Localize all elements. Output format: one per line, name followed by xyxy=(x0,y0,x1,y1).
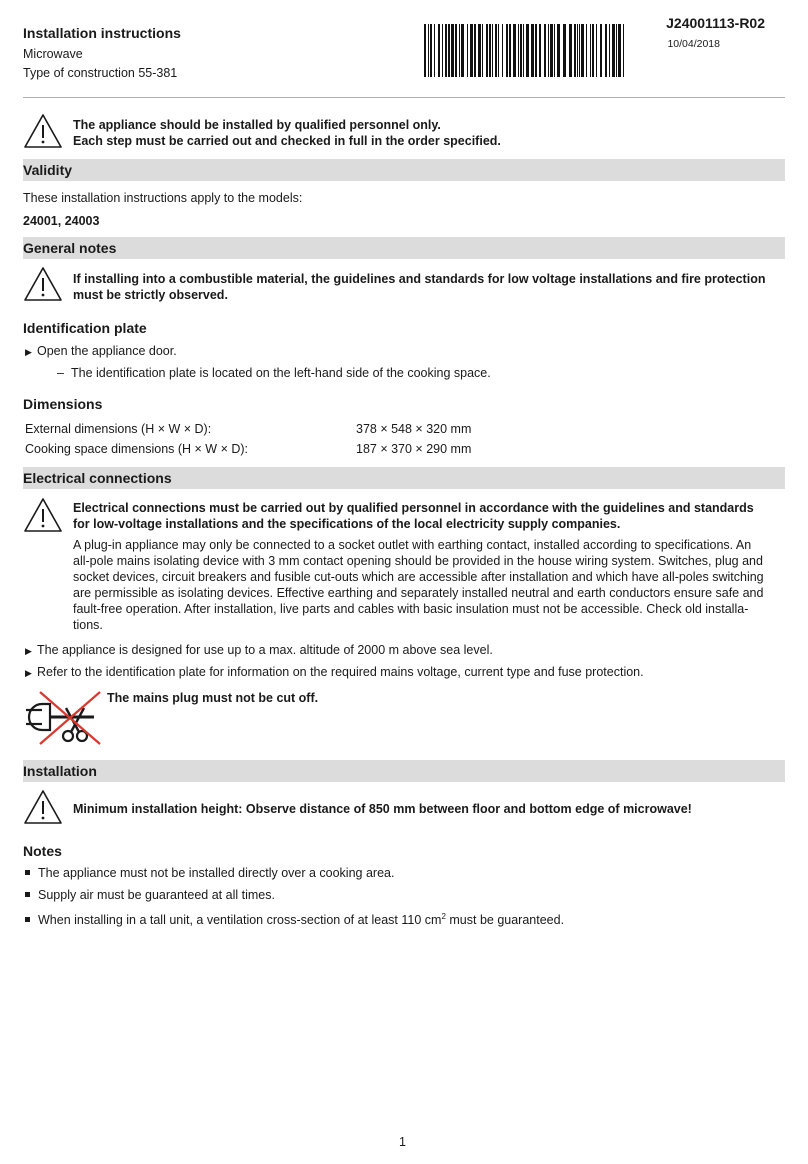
barcode xyxy=(424,24,626,77)
warning-text-line2: Each step must be carried out and checked in full in the order specified. xyxy=(73,134,501,148)
paragraph-line: A plug-in appliance may only be connected to a socket outlet with earthing contact, installed according to specifications. An xyxy=(73,538,752,552)
bullet-square-icon xyxy=(25,917,30,922)
barcode-bar xyxy=(502,24,503,77)
barcode-bar xyxy=(569,24,572,77)
barcode-bar xyxy=(581,24,584,77)
bullet-square-icon xyxy=(25,892,30,897)
step-open-door xyxy=(25,343,177,360)
bullet-square-icon xyxy=(25,870,30,875)
note-item xyxy=(25,865,394,881)
validity-text: These installation instructions apply to the models: xyxy=(23,191,303,205)
barcode-bar xyxy=(434,24,435,77)
document-date: 10/04/2018 xyxy=(667,38,720,50)
page-number: 1 xyxy=(399,1135,406,1149)
barcode-bar xyxy=(489,24,491,77)
barcode-bar xyxy=(523,24,524,77)
note-superscript: 2 xyxy=(441,912,446,921)
document-title: Installation instructions xyxy=(23,25,181,41)
step-arrow-icon: ▶ xyxy=(25,347,32,357)
barcode-bar xyxy=(430,24,432,77)
barcode-bar xyxy=(600,24,602,77)
product-name: Microwave xyxy=(23,47,83,61)
paragraph-line: fault-free operation. After installation, live parts and cables with basic insulation must not be accessible. Check old installa- xyxy=(73,602,749,616)
paragraph-line: tions. xyxy=(73,618,103,632)
section-validity: Validity xyxy=(23,159,785,181)
barcode-bar xyxy=(623,24,624,77)
barcode-bar xyxy=(445,24,447,77)
heading-dimensions: Dimensions xyxy=(23,396,103,412)
barcode-bar xyxy=(539,24,541,77)
barcode-bar xyxy=(509,24,511,77)
section-general-notes: General notes xyxy=(23,237,785,259)
section-electrical: Electrical connections xyxy=(23,467,785,489)
barcode-bar xyxy=(498,24,499,77)
barcode-bar xyxy=(550,24,553,77)
barcode-bar xyxy=(544,24,546,77)
model-numbers: 24001, 24003 xyxy=(23,214,100,228)
barcode-bar xyxy=(616,24,617,77)
barcode-bar xyxy=(474,24,476,77)
dimension-value: 378 × 548 × 320 mm xyxy=(356,422,472,436)
combustible-warning-line2: must be strictly observed. xyxy=(73,288,228,302)
paragraph-line: are permissible as isolating devices. Effective earthing and separately installed neutral and earth conductors ensure safe and xyxy=(73,586,764,600)
barcode-bar xyxy=(506,24,508,77)
barcode-bar xyxy=(531,24,534,77)
result-dash: – xyxy=(57,366,64,380)
barcode-bar xyxy=(513,24,516,77)
header-divider xyxy=(23,97,785,98)
note-text: The appliance must not be installed directly over a cooking area. xyxy=(38,866,395,880)
step-arrow-icon: ▶ xyxy=(25,668,32,678)
note-text: When installing in a tall unit, a ventilation cross-section of at least 110 cm xyxy=(38,913,442,928)
barcode-bar xyxy=(448,24,450,77)
barcode-bar xyxy=(492,24,493,77)
heading-identification-plate: Identification plate xyxy=(23,320,147,336)
barcode-bar xyxy=(486,24,488,77)
barcode-bar xyxy=(574,24,576,77)
result-text: The identification plate is located on the left-hand side of the cooking space. xyxy=(71,366,491,380)
barcode-bar xyxy=(605,24,607,77)
warning-icon xyxy=(23,497,63,533)
warning-icon xyxy=(23,113,63,149)
barcode-bar xyxy=(526,24,529,77)
barcode-bar xyxy=(609,24,610,77)
barcode-bar xyxy=(455,24,457,77)
barcode-bar xyxy=(451,24,454,77)
barcode-bar xyxy=(586,24,587,77)
dimension-label: Cooking space dimensions (H × W × D): xyxy=(25,442,249,456)
barcode-bar xyxy=(548,24,549,77)
barcode-bar xyxy=(563,24,566,77)
installation-height-warning: Minimum installation height: Observe distance of 850 mm between floor and bottom edge of microwave! xyxy=(73,802,692,816)
paragraph-line: all-pole mains isolating device with 3 mm contact opening should be provided in the house wiring system. Switches, plug and xyxy=(73,554,763,568)
construction-type: Type of construction 55-381 xyxy=(23,66,178,80)
barcode-bar xyxy=(612,24,615,77)
note-item xyxy=(25,909,564,928)
barcode-bar xyxy=(470,24,473,77)
barcode-bar xyxy=(557,24,560,77)
step-text: Refer to the identification plate for information on the required mains voltage, current type and fuse protection. xyxy=(37,665,644,679)
barcode-bar xyxy=(461,24,464,77)
barcode-bar xyxy=(579,24,580,77)
barcode-bar xyxy=(482,24,483,77)
note-item xyxy=(25,887,275,903)
combustible-warning-line1: If installing into a combustible material, the guidelines and standards for low voltage installations and fire protection xyxy=(73,272,766,286)
note-text: Supply air must be guaranteed at all times. xyxy=(38,888,275,902)
do-not-cut-plug-icon xyxy=(22,688,102,746)
step-arrow-icon: ▶ xyxy=(25,646,32,656)
step-text: The appliance is designed for use up to a max. altitude of 2000 m above sea level. xyxy=(37,643,493,657)
dimension-value: 187 × 370 × 290 mm xyxy=(356,442,472,456)
heading-notes: Notes xyxy=(23,843,62,859)
barcode-bar xyxy=(442,24,443,77)
document-number: J24001113-R02 xyxy=(666,15,765,31)
barcode-bar xyxy=(438,24,440,77)
electrical-paragraph xyxy=(73,537,778,633)
barcode-bar xyxy=(518,24,519,77)
dimension-label: External dimensions (H × W × D): xyxy=(25,422,212,436)
barcode-bar xyxy=(459,24,460,77)
electrical-warning-line2: for low-voltage installations and the specifications of the local electricity supply companies. xyxy=(73,517,621,531)
barcode-bar xyxy=(478,24,481,77)
step-altitude xyxy=(25,642,493,659)
note-text: must be guaranteed. xyxy=(445,913,565,928)
step-text: Open the appliance door. xyxy=(37,344,177,358)
barcode-bar xyxy=(592,24,594,77)
barcode-bar xyxy=(424,24,426,77)
barcode-bar xyxy=(495,24,497,77)
barcode-bar xyxy=(554,24,555,77)
warning-icon xyxy=(23,266,63,302)
barcode-bar xyxy=(596,24,597,77)
barcode-bar xyxy=(577,24,578,77)
barcode-bar xyxy=(428,24,429,77)
barcode-bar xyxy=(535,24,537,77)
paragraph-line: socket devices, circuit breakers and fusible cut-outs which are accessible after installation and which have all-poles switching xyxy=(73,570,764,584)
barcode-bar xyxy=(467,24,468,77)
barcode-bar xyxy=(590,24,591,77)
warning-icon xyxy=(23,789,63,825)
warning-text-line1: The appliance should be installed by qualified personnel only. xyxy=(73,118,441,132)
plug-warning-text: The mains plug must not be cut off. xyxy=(107,691,319,705)
step-identification xyxy=(25,664,644,681)
electrical-warning-line1: Electrical connections must be carried out by qualified personnel in accordance with the guidelines and standards xyxy=(73,501,754,515)
section-installation: Installation xyxy=(23,760,785,782)
barcode-bar xyxy=(520,24,522,77)
barcode-bar xyxy=(618,24,621,77)
